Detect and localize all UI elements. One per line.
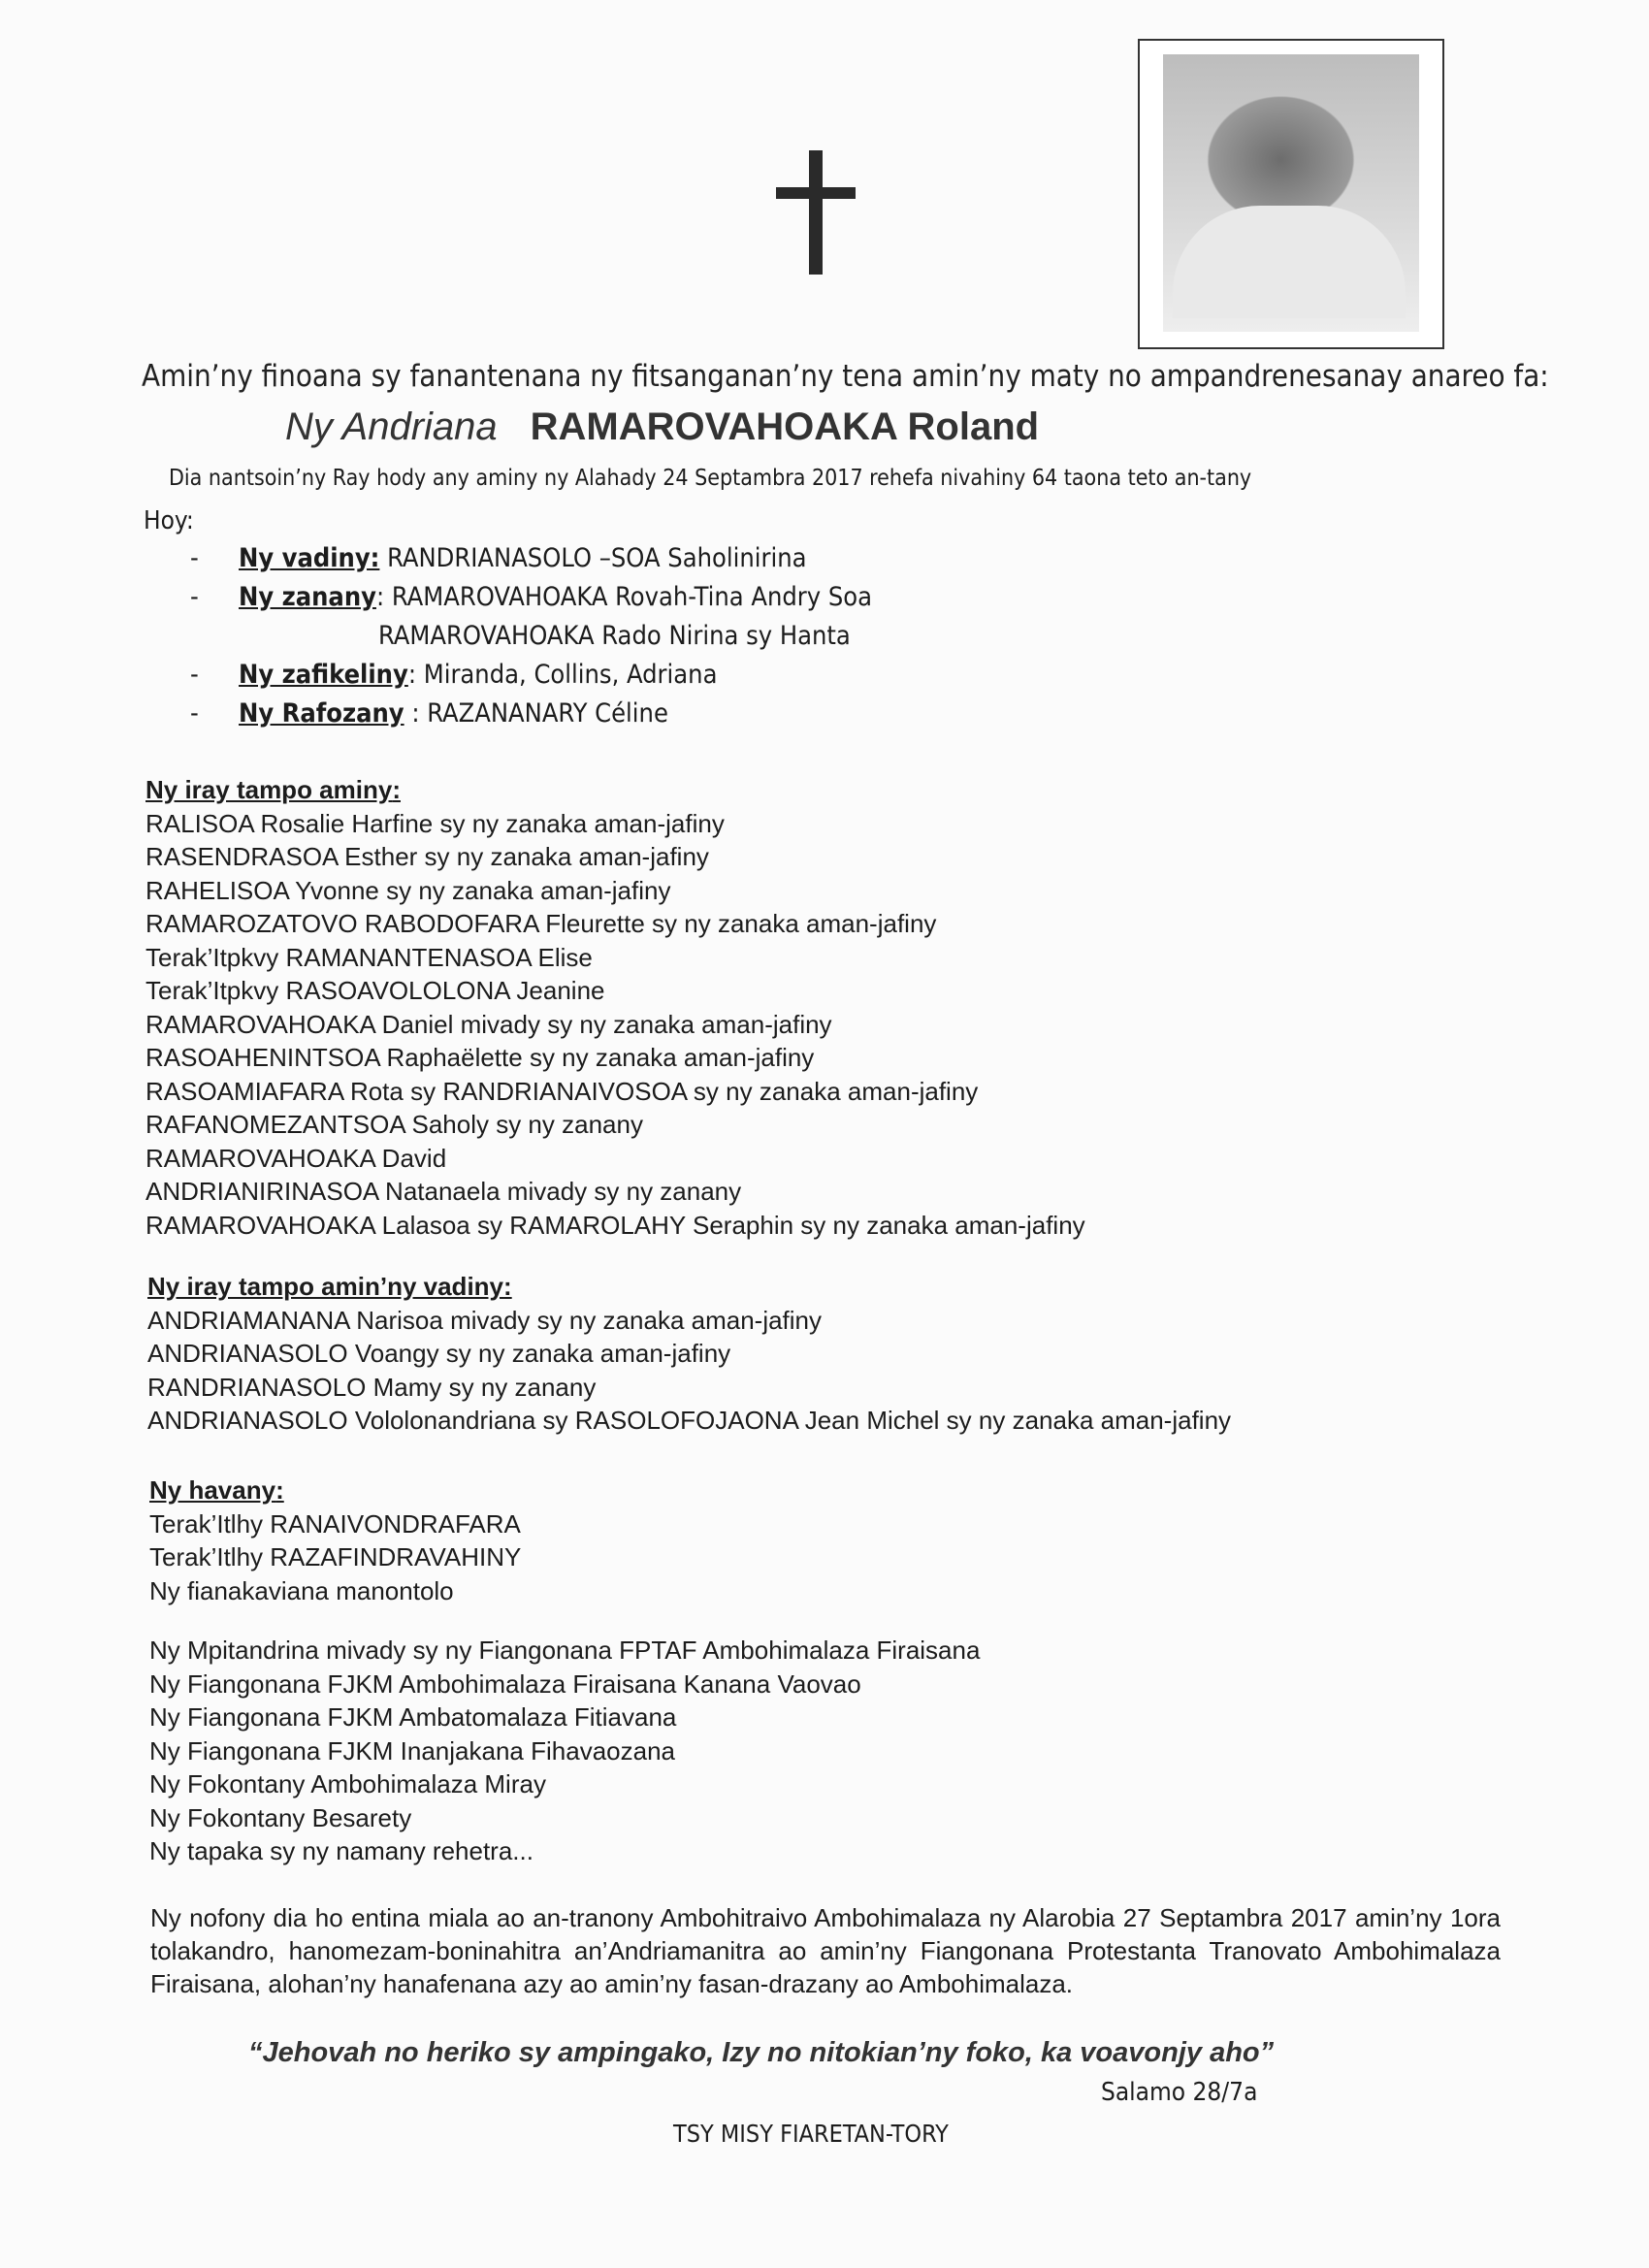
family-names: RAZANANARY Céline	[427, 698, 668, 729]
list-item: Ny Fokontany Besarety	[149, 1802, 412, 1832]
name-title: Ny Andriana	[285, 405, 498, 448]
list-item: RAMAROVAHOAKA Lalasoa sy RAMAROLAHY Seraphin sy ny zanaka aman-jafiny	[146, 1210, 1085, 1240]
section-heading-text: Ny havany	[149, 1475, 276, 1505]
family-sep: :	[407, 660, 417, 690]
list-item: RAHELISOA Yvonne sy ny zanaka aman-jafiny	[146, 875, 671, 905]
name-full: RAMAROVAHOAKA Roland	[530, 405, 1040, 448]
bullet-dash: -	[190, 582, 199, 612]
list-item: RAMAROVAHOAKA David	[146, 1143, 447, 1173]
section-heading-sep: :	[275, 1475, 284, 1505]
section-heading-text: Ny iray tampo amin’ny vadiny	[147, 1272, 504, 1301]
list-item: RAMAROZATOVO RABODOFARA Fleurette sy ny zanaka aman-jafiny	[146, 909, 937, 938]
section-heading	[146, 773, 1085, 807]
list-item: Ny Fiangonana FJKM Inanjakana Fihavaozana	[149, 1735, 675, 1766]
family-entry	[239, 656, 717, 695]
section-heading-sep: :	[392, 775, 401, 804]
section-heading	[147, 1270, 1231, 1304]
list-item: RANDRIANASOLO Mamy sy ny zanany	[147, 1372, 597, 1402]
footer-note: TSY MISY FIARETAN-TORY	[673, 2120, 949, 2148]
list-item: ANDRIANIRINASOA Natanaela mivady sy ny zanany	[146, 1177, 742, 1206]
family-label: Ny zanany	[239, 582, 376, 612]
family-entry	[239, 539, 807, 578]
list-item: RASOAMIAFARA Rota sy RANDRIANAIVOSOA sy ny zanaka aman-jafiny	[146, 1076, 979, 1106]
list-item: Ny Fokontany Ambohimalaza Miray	[149, 1769, 546, 1798]
bible-quote: “Jehovah no heriko sy ampingako, Izy no nitokian’ny foko, ka voavonjy aho”	[248, 2037, 1275, 2068]
list-item: Ny Fiangonana FJKM Ambatomalaza Fitiavana	[149, 1702, 677, 1732]
list-item: ANDRIANASOLO Voangy sy ny zanaka aman-jafiny	[147, 1339, 731, 1368]
list-item: Terak’Itlhy RANAIVONDRAFARA	[149, 1508, 521, 1539]
hoy-label: Hoy:	[144, 506, 194, 535]
funeral-paragraph: Ny nofony dia ho entina miala ao an-tranony Ambohitraivo Ambohimalaza ny Alarobia 27 Septambra 2017 amin’ny 1ora tolakandro, hanomezam-boninahitra an’Andriamanitra ao amin’ny Fiangonana Protestanta Tranovato Ambohimalaza Firaisana, alohan’ny hanafenana azy ao amin’ny fasan-drazany ao Ambohimalaza.	[150, 1903, 1501, 1998]
section-heading-sep: :	[503, 1272, 512, 1301]
bullet-dash: -	[190, 660, 199, 690]
section-churches	[149, 1634, 980, 1868]
list-item: RASOAHENINTSOA Raphaëlette sy ny zanaka aman-jafiny	[146, 1043, 815, 1072]
death-notice: Dia nantsoin’ny Ray hody any aminy ny Alahady 24 Septambra 2017 rehefa nivahiny 64 taona teto an-tany	[169, 466, 1252, 491]
list-item: ANDRIANASOLO Vololonandriana sy RASOLOFOJAONA Jean Michel sy ny zanaka aman-jafiny	[147, 1406, 1232, 1435]
intro-text: Amin’ny finoana sy fanantenana ny fitsanganan’ny tena amin’ny maty no ampandrenesanay anareo fa:	[142, 359, 1549, 394]
list-item: ANDRIAMANANA Narisoa mivady sy ny zanaka aman-jafiny	[147, 1305, 823, 1335]
list-item: RAMAROVAHOAKA Daniel mivady sy ny zanaka aman-jafiny	[146, 1009, 832, 1039]
family-entry	[239, 578, 872, 617]
family-entry	[239, 695, 668, 733]
list-item: Ny tapaka sy ny namany rehetra...	[149, 1836, 534, 1865]
family-names: Miranda, Collins, Adriana	[423, 660, 718, 690]
bullet-dash: -	[190, 698, 199, 729]
deceased-name	[285, 405, 1039, 449]
family-names: RANDRIANASOLO –SOA Saholinirina	[387, 543, 807, 573]
section-relatives	[149, 1474, 521, 1607]
list-item: Ny Mpitandrina mivady sy ny Fiangonana FPTAF Ambohimalaza Firaisana	[149, 1636, 981, 1665]
section-heading-text: Ny iray tampo aminy	[146, 775, 393, 804]
list-item: RAFANOMEZANTSOA Saholy sy ny zanany	[146, 1110, 643, 1139]
family-names: RAMAROVAHOAKA Rado Nirina sy Hanta	[378, 621, 851, 651]
family-label: Ny Rafozany	[239, 698, 404, 729]
section-heading	[149, 1474, 521, 1507]
family-sep: :	[404, 698, 420, 729]
list-item: Terak’Itpkvy RAMANANTENASOA Elise	[146, 942, 593, 972]
list-item: RALISOA Rosalie Harfine sy ny zanaka aman-jafiny	[146, 808, 725, 838]
cross-icon	[776, 150, 856, 275]
list-item: Terak’Itpkvy RASOAVOLOLONA Jeanine	[146, 976, 605, 1005]
quote-reference: Salamo 28/7a	[1101, 2078, 1258, 2107]
bullet-dash: -	[190, 543, 199, 573]
list-item: Ny fianakaviana manontolo	[149, 1575, 454, 1605]
section-siblings	[146, 773, 1085, 1242]
family-names: RAMAROVAHOAKA Rovah-Tina Andry Soa	[391, 582, 873, 612]
portrait-photo	[1138, 39, 1444, 349]
section-spouse-siblings	[147, 1270, 1231, 1438]
list-item: RASENDRASOA Esther sy ny zanaka aman-jafiny	[146, 842, 709, 871]
list-item: Terak’Itlhy RAZAFINDRAVAHINY	[149, 1542, 522, 1571]
family-label: Ny vadiny:	[239, 543, 380, 573]
family-label: Ny zafikeliny	[239, 660, 408, 690]
list-item: Ny Fiangonana FJKM Ambohimalaza Firaisana Kanana Vaovao	[149, 1669, 861, 1699]
family-sep: :	[375, 582, 385, 612]
